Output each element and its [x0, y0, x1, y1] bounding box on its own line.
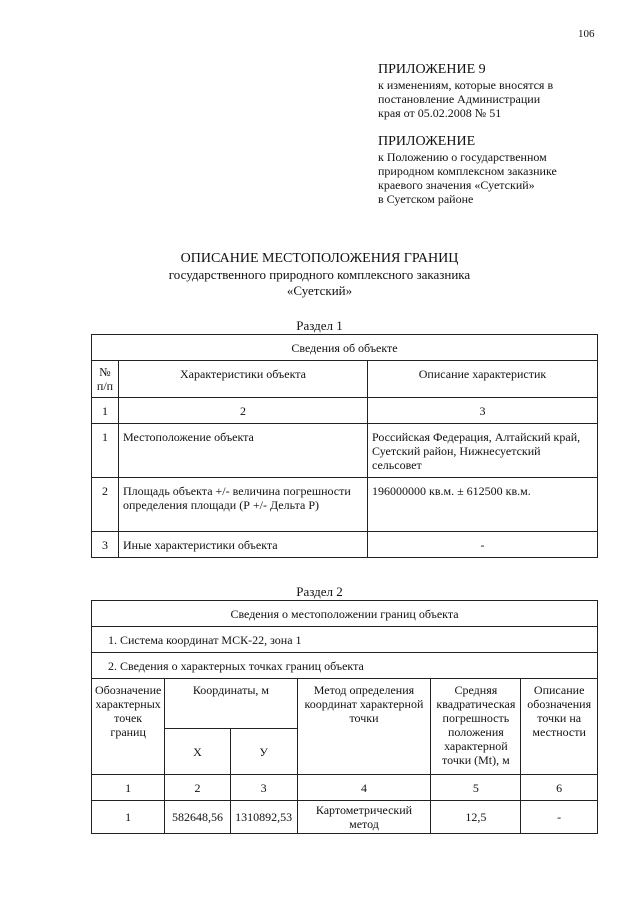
- table-title: Сведения о местоположении границ объекта: [92, 601, 598, 627]
- header-num: № п/п: [92, 361, 119, 398]
- row-description: 196000000 кв.м. ± 612500 кв.м.: [368, 478, 598, 532]
- row-characteristic: Местоположение объекта: [119, 424, 368, 478]
- row-description: -: [368, 532, 598, 558]
- table-row: [92, 532, 598, 558]
- table-title: Сведения об объекте: [92, 335, 598, 361]
- index-cell: 3: [230, 775, 297, 801]
- header-error: Средняя квадратическая погрешность положения характерной точки (Mt), м: [431, 679, 521, 775]
- header-characteristics: Характеристики объекта: [119, 361, 368, 398]
- row-num: 1: [92, 424, 119, 478]
- appendix-9-line: к изменениям, которые вносятся в: [378, 78, 554, 92]
- point-error: 12,5: [431, 801, 521, 834]
- row-description: Российская Федерация, Алтайский край, Суетский район, Нижнесуетский сельсовет: [368, 424, 598, 478]
- section-2-label: Раздел 2: [296, 584, 343, 599]
- table-row: [92, 478, 598, 532]
- index-cell: 5: [431, 775, 521, 801]
- appendix-heading: ПРИЛОЖЕНИЕ: [378, 134, 476, 149]
- index-cell: 2: [119, 398, 368, 424]
- point-x: 582648,56: [165, 801, 230, 834]
- appendix-9-line: края от 05.02.2008 № 51: [378, 106, 502, 120]
- table-row: [92, 424, 598, 478]
- header-y: У: [230, 729, 297, 775]
- section-1-label: Раздел 1: [296, 318, 343, 333]
- header-coordinates: Координаты, м: [165, 679, 297, 729]
- index-cell: 6: [521, 775, 598, 801]
- row-characteristic: Иные характеристики объекта: [119, 532, 368, 558]
- appendix-line: краевого значения «Суетский»: [378, 178, 535, 192]
- appendix-block: [378, 134, 618, 206]
- boundary-points-table: [91, 600, 598, 834]
- appendix-9-block: [378, 62, 618, 120]
- object-info-table: [91, 334, 598, 558]
- point-y: 1310892,53: [230, 801, 297, 834]
- point-terrain: -: [521, 801, 598, 834]
- header-designation: Обозначение характерных точек границ: [92, 679, 165, 775]
- title-line-3: «Суетский»: [286, 283, 353, 298]
- index-cell: 1: [92, 775, 165, 801]
- title-line-2: государственного природного комплексного заказника: [168, 267, 471, 282]
- header-description: Описание характеристик: [368, 361, 598, 398]
- points-title: 2. Сведения о характерных точках границ объекта: [92, 653, 598, 679]
- point-id: 1: [92, 801, 165, 834]
- title-main: ОПИСАНИЕ МЕСТОПОЛОЖЕНИЯ ГРАНИЦ: [180, 251, 459, 266]
- header-x: X: [165, 729, 230, 775]
- row-characteristic: Площадь объекта +/- величина погрешности определения площади (Р +/- Дельта Р): [119, 478, 368, 532]
- appendix-9-heading: ПРИЛОЖЕНИЕ 9: [378, 62, 486, 77]
- appendix-line: природном комплексном заказнике: [378, 164, 557, 178]
- header-terrain: Описание обозначения точки на местности: [521, 679, 598, 775]
- point-method: Картометрический метод: [297, 801, 431, 834]
- appendix-line: к Положению о государственном: [378, 150, 547, 164]
- appendix-line: в Суетском районе: [378, 192, 474, 206]
- header-method: Метод определения координат характерной точки: [297, 679, 431, 775]
- coordinate-system: 1. Система координат МСК-22, зона 1: [92, 627, 598, 653]
- table-row: [92, 801, 598, 834]
- row-num: 3: [92, 532, 119, 558]
- document-title: [0, 250, 639, 299]
- index-cell: 2: [165, 775, 230, 801]
- index-cell: 1: [92, 398, 119, 424]
- index-cell: 3: [368, 398, 598, 424]
- row-num: 2: [92, 478, 119, 532]
- appendix-9-line: постановление Администрации: [378, 92, 541, 106]
- page-number: 106: [578, 28, 595, 40]
- index-cell: 4: [297, 775, 431, 801]
